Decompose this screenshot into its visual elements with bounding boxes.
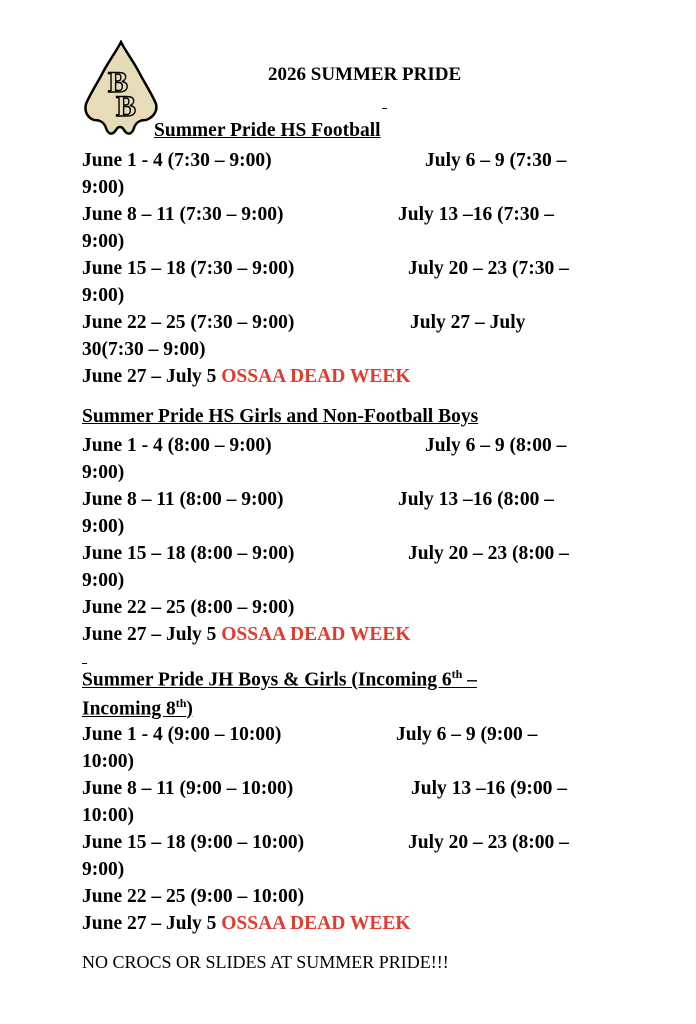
schedule-continuation: 9:00) <box>82 285 125 306</box>
heading-text: – <box>462 669 477 691</box>
schedule-continuation: 30(7:30 – 9:00) <box>82 339 206 360</box>
schedule-right: July 20 – 23 (7:30 – <box>408 258 569 279</box>
page-title: 2026 SUMMER PRIDE <box>268 64 462 85</box>
schedule-left: June 22 – 25 (9:00 – 10:00) <box>82 886 305 907</box>
schedule-continuation: 9:00) <box>82 570 125 591</box>
footer-notice: NO CROCS OR SLIDES AT SUMMER PRIDE!!! <box>82 952 449 972</box>
ordinal-suffix: th <box>451 667 463 681</box>
schedule-left: June 15 – 18 (7:30 – 9:00) <box>82 258 295 279</box>
schedule-right: July 6 – 9 (8:00 – <box>425 435 567 456</box>
schedule-right: July 20 – 23 (8:00 – <box>408 832 569 853</box>
ordinal-suffix: th <box>175 696 187 710</box>
dead-week-label: OSSAA DEAD WEEK <box>221 913 411 934</box>
schedule-left: June 22 – 25 (8:00 – 9:00) <box>82 597 295 618</box>
logo-letter-top: B <box>108 66 129 99</box>
schedule-right: July 13 –16 (7:30 – <box>398 204 554 225</box>
schedule-left: June 8 – 11 (8:00 – 9:00) <box>82 489 284 510</box>
section-heading-hs-girls-nonfootball: Summer Pride HS Girls and Non-Football Boys <box>82 406 479 427</box>
section-heading-jh-boys-girls <box>82 667 477 692</box>
divider-mark <box>382 108 387 109</box>
heading-text: Incoming 8 <box>82 698 176 720</box>
section-heading-jh-boys-girls-line2 <box>82 696 193 721</box>
schedule-right: July 20 – 23 (8:00 – <box>408 543 569 564</box>
dead-week-dates: June 27 – July 5 <box>82 913 217 934</box>
dead-week-label: OSSAA DEAD WEEK <box>221 624 411 645</box>
schedule-left: June 15 – 18 (9:00 – 10:00) <box>82 832 305 853</box>
schedule-left: June 8 – 11 (7:30 – 9:00) <box>82 204 284 225</box>
schedule-right: July 6 – 9 (9:00 – <box>396 724 538 745</box>
schedule-continuation: 10:00) <box>82 751 134 772</box>
schedule-continuation: 9:00) <box>82 177 125 198</box>
schedule-left: June 8 – 11 (9:00 – 10:00) <box>82 778 294 799</box>
logo-letter-bottom: B <box>116 90 137 123</box>
schedule-continuation: 9:00) <box>82 462 125 483</box>
schedule-right: July 13 –16 (9:00 – <box>411 778 567 799</box>
dead-week-dates: June 27 – July 5 <box>82 624 217 645</box>
dead-week-line <box>82 366 411 388</box>
schedule-continuation: 9:00) <box>82 231 125 252</box>
schedule-right: July 6 – 9 (7:30 – <box>425 150 567 171</box>
schedule-continuation: 10:00) <box>82 805 134 826</box>
schedule-left: June 15 – 18 (8:00 – 9:00) <box>82 543 295 564</box>
divider-mark <box>82 663 87 664</box>
schedule-left: June 22 – 25 (7:30 – 9:00) <box>82 312 295 333</box>
schedule-continuation: 9:00) <box>82 516 125 537</box>
schedule-right: July 13 –16 (8:00 – <box>398 489 554 510</box>
dead-week-dates: June 27 – July 5 <box>82 366 217 387</box>
section-heading-hs-football: Summer Pride HS Football <box>154 120 381 141</box>
schedule-left: June 1 - 4 (7:30 – 9:00) <box>82 150 272 171</box>
schedule-continuation: 9:00) <box>82 859 125 880</box>
dead-week-line <box>82 624 411 646</box>
arrowhead-logo-icon <box>82 40 160 138</box>
dead-week-line <box>82 913 411 935</box>
schedule-left: June 1 - 4 (8:00 – 9:00) <box>82 435 272 456</box>
heading-text: Summer Pride JH Boys & Girls (Incoming 6 <box>82 669 452 691</box>
schedule-left: June 1 - 4 (9:00 – 10:00) <box>82 724 282 745</box>
heading-text: ) <box>186 698 193 720</box>
dead-week-label: OSSAA DEAD WEEK <box>221 366 411 387</box>
schedule-right: July 27 – July <box>410 312 526 333</box>
